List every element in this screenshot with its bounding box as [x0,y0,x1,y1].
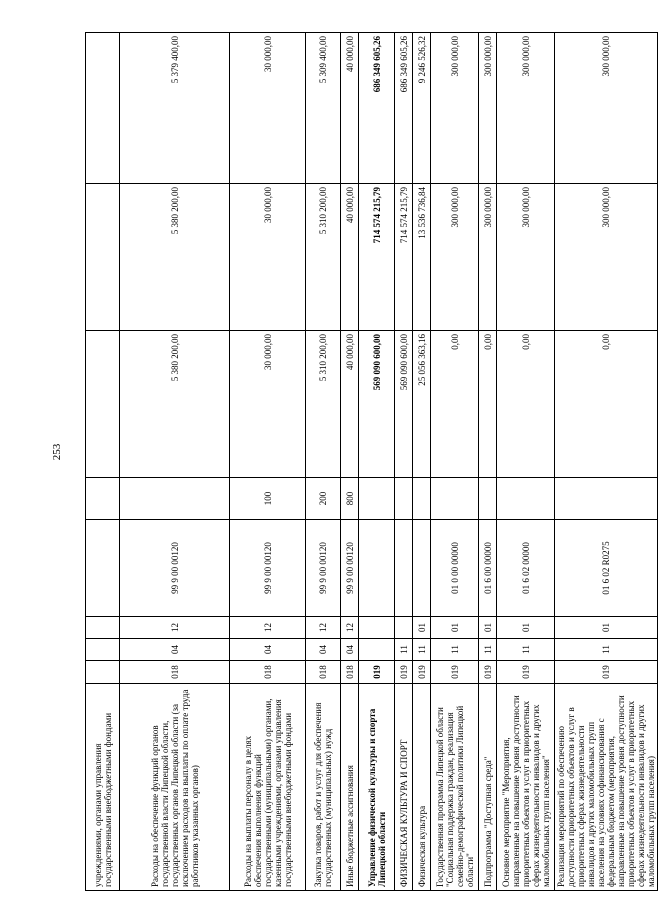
row-name-cell: Основное мероприятие "Мероприятия, направленные на повышение уровня доступности приоритетных объектов и услуг в приоритетных сферах жизнедеятельности инвалидов и других маломобильных групп населения" [497,684,555,891]
subsection-cell [359,617,395,639]
budget-table [85,32,658,891]
section-cell: 04 [341,639,359,661]
subsection-cell: 01 [479,617,497,639]
section-cell: 04 [306,639,341,661]
expense-type-cell [120,478,230,520]
row-name-cell: учреждениями, органами управления государственными внебюджетными фондами [86,684,120,891]
target-article-cell [413,520,431,617]
amount-year2-cell: 300 000,00 [431,184,479,331]
expense-type-cell [479,478,497,520]
amount-year2-cell: 30 000,00 [230,184,306,331]
amount-year2-cell: 300 000,00 [555,184,658,331]
amount-year3-cell: 300 000,00 [555,33,658,184]
amount-year3-cell: 686 349 605,26 [359,33,395,184]
amount-year2-cell: 5 380 200,00 [120,184,230,331]
expense-type-cell [555,478,658,520]
table-row [431,33,479,891]
expense-type-cell [497,478,555,520]
table-row [395,33,413,891]
target-article-cell [86,520,120,617]
amount-year1-cell: 5 310 200,00 [306,331,341,478]
table-row [413,33,431,891]
amount-year2-cell: 5 310 200,00 [306,184,341,331]
target-article-cell: 01 6 02 00000 [497,520,555,617]
amount-year2-cell: 714 574 215,79 [359,184,395,331]
expense-type-cell [359,478,395,520]
ved-cell: 019 [497,661,555,684]
amount-year3-cell: 5 309 400,00 [306,33,341,184]
amount-year1-cell: 0,00 [555,331,658,478]
amount-year1-cell: 40 000,00 [341,331,359,478]
table-row [479,33,497,891]
target-article-cell: 01 0 00 00000 [431,520,479,617]
expense-type-cell [395,478,413,520]
amount-year3-cell: 5 379 400,00 [120,33,230,184]
amount-year3-cell: 30 000,00 [230,33,306,184]
amount-year3-cell: 300 000,00 [431,33,479,184]
ved-cell: 019 [395,661,413,684]
subsection-cell: 12 [341,617,359,639]
ved-cell [86,661,120,684]
amount-year1-cell: 0,00 [497,331,555,478]
amount-year2-cell: 13 536 736,84 [413,184,431,331]
amount-year1-cell: 569 090 600,00 [395,331,413,478]
table-row [359,33,395,891]
row-name-cell: Управление физической культуры и спорта Липецкой области [359,684,395,891]
row-name-cell: ФИЗИЧЕСКАЯ КУЛЬТУРА И СПОРТ [395,684,413,891]
table-body [86,33,658,891]
target-article-cell: 99 9 00 00120 [341,520,359,617]
amount-year2-cell: 300 000,00 [479,184,497,331]
page-number: 253 [51,443,63,461]
expense-type-cell: 100 [230,478,306,520]
row-name-cell: Государственная программа Липецкой области "Социальная поддержка граждан, реализация семейно-демографической политики Липецкой области" [431,684,479,891]
amount-year3-cell: 300 000,00 [497,33,555,184]
target-article-cell: 99 9 00 00120 [230,520,306,617]
amount-year1-cell: 0,00 [431,331,479,478]
amount-year1-cell: 30 000,00 [230,331,306,478]
row-name-cell: Расходы на обеспечение функций органов государственной власти Липецкой области, государственных органов Липецкой области (за исключением расходов на выплаты по оплате труда работников указанных органов) [120,684,230,891]
rotated-table-area [85,33,656,891]
target-article-cell: 01 6 02 R0275 [555,520,658,617]
table-row [306,33,341,891]
target-article-cell [395,520,413,617]
ved-cell: 019 [555,661,658,684]
table-row [86,33,120,891]
ved-cell: 018 [306,661,341,684]
ved-cell: 018 [341,661,359,684]
table-row [230,33,306,891]
section-cell: 04 [230,639,306,661]
target-article-cell: 99 9 00 00120 [306,520,341,617]
amount-year1-cell: 5 380 200,00 [120,331,230,478]
row-name-cell: Расходы на выплаты персоналу в целях обеспечения выполнения функций государственными (муниципальными) органами, казенными учреждениями, органами управления государственными внебюджетными фондами [230,684,306,891]
subsection-cell: 01 [497,617,555,639]
amount-year2-cell: 300 000,00 [497,184,555,331]
row-name-cell: Физическая культура [413,684,431,891]
ved-cell: 018 [120,661,230,684]
amount-year1-cell [86,331,120,478]
subsection-cell [395,617,413,639]
row-name-cell: Иные бюджетные ассигнования [341,684,359,891]
subsection-cell: 12 [120,617,230,639]
ved-cell: 019 [359,661,395,684]
section-cell: 11 [413,639,431,661]
expense-type-cell [431,478,479,520]
ved-cell: 019 [413,661,431,684]
budget-table-sheet [85,33,656,891]
amount-year3-cell: 686 349 605,26 [395,33,413,184]
section-cell: 11 [479,639,497,661]
ved-cell: 019 [479,661,497,684]
section-cell: 11 [395,639,413,661]
subsection-cell: 12 [306,617,341,639]
amount-year3-cell [86,33,120,184]
table-row [341,33,359,891]
section-cell [359,639,395,661]
expense-type-cell [86,478,120,520]
ved-cell: 018 [230,661,306,684]
amount-year2-cell [86,184,120,331]
subsection-cell: 12 [230,617,306,639]
section-cell: 11 [555,639,658,661]
expense-type-cell: 200 [306,478,341,520]
section-cell: 04 [120,639,230,661]
ved-cell: 019 [431,661,479,684]
amount-year3-cell: 300 000,00 [479,33,497,184]
target-article-cell: 99 9 00 00120 [120,520,230,617]
expense-type-cell: 800 [341,478,359,520]
row-name-cell: Закупка товаров, работ и услуг для обеспечения государственных (муниципальных) нужд [306,684,341,891]
section-cell [86,639,120,661]
amount-year2-cell: 714 574 215,79 [395,184,413,331]
section-cell: 11 [431,639,479,661]
amount-year3-cell: 9 246 526,32 [413,33,431,184]
amount-year1-cell: 25 056 363,16 [413,331,431,478]
target-article-cell [359,520,395,617]
amount-year2-cell: 40 000,00 [341,184,359,331]
subsection-cell [86,617,120,639]
table-row [497,33,555,891]
expense-type-cell [413,478,431,520]
table-row [120,33,230,891]
section-cell: 11 [497,639,555,661]
subsection-cell: 01 [413,617,431,639]
amount-year1-cell: 569 090 600,00 [359,331,395,478]
amount-year1-cell: 0,00 [479,331,497,478]
amount-year3-cell: 40 000,00 [341,33,359,184]
row-name-cell: Подпрограмма "Доступная среда" [479,684,497,891]
subsection-cell: 01 [431,617,479,639]
row-name-cell: Реализация мероприятий по обеспечению доступности приоритетных объектов и услуг в приоритетных сферах жизнедеятельности инвалидов и других маломобильных групп населения на условиях софинансирования с федеральным бюджетом (мероприятия, направленные на повышение уровня доступности приоритетных объектов и услуг в приоритетных сферах жизнедеятельности инвалидов и других маломобильных групп населения) [555,684,658,891]
subsection-cell: 01 [555,617,658,639]
target-article-cell: 01 6 00 00000 [479,520,497,617]
table-row [555,33,658,891]
